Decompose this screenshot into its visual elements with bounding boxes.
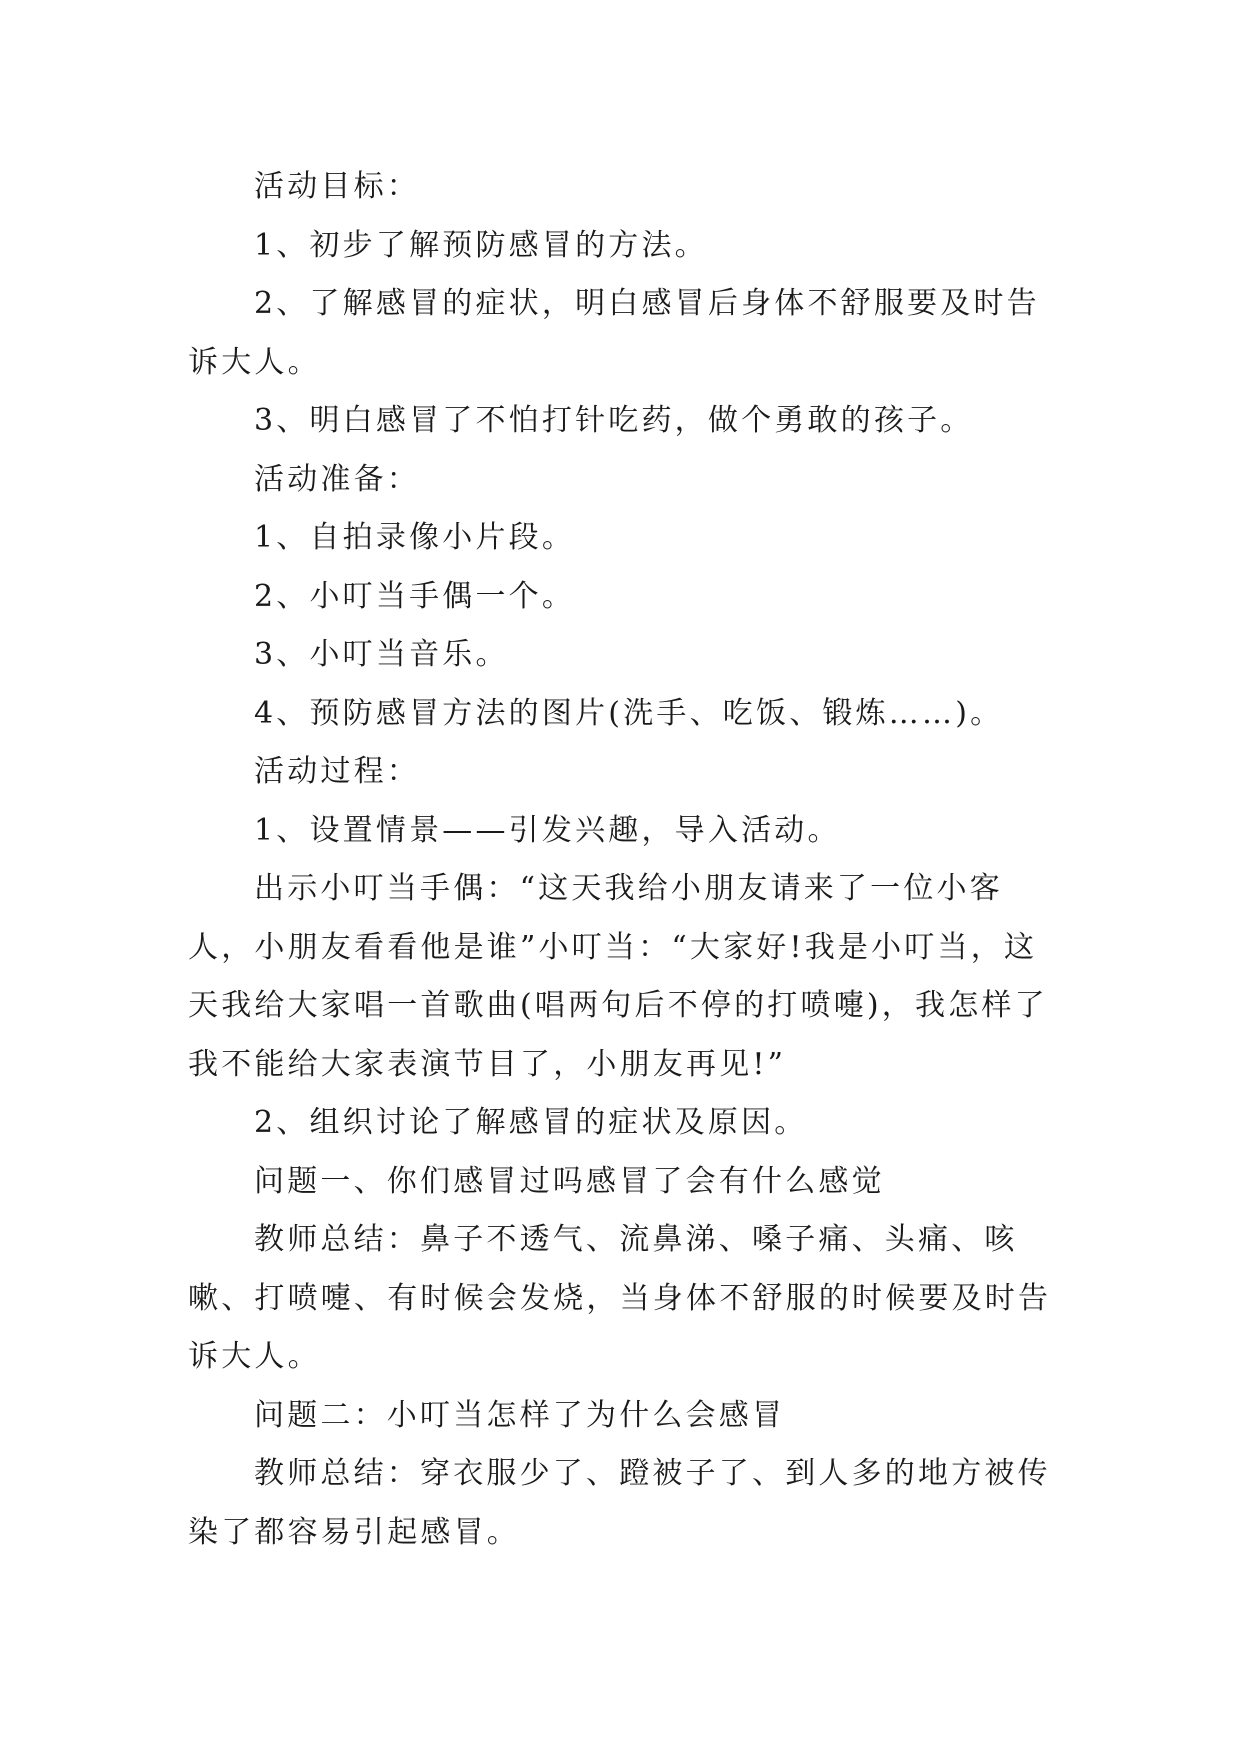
question-two: 问题二：小叮当怎样了为什么会感冒 [254,1397,786,1433]
preparation-item-3: 3、小叮当音乐。 [254,637,509,672]
goal-item-1: 1、初步了解预防感冒的方法。 [254,227,708,263]
process-step-1: 1、设置情景——引发兴趣，导入活动。 [254,812,841,848]
goal-item-3: 3、明白感冒了不怕打针吃药，做个勇敢的孩子。 [254,403,974,438]
process-step-2: 2、组织讨论了解感冒的症状及原因。 [254,1105,808,1140]
preparation-item-2: 2、小叮当手偶一个。 [254,578,576,614]
document-body [188,158,1058,1562]
goal-item-2: 2、了解感冒的症状，明白感冒后身体不舒服要及时告诉大人。 [188,286,1040,380]
preparation-item-4: 4、预防感冒方法的图片(洗手、吃饭、锻炼……)。 [254,695,1004,731]
process-puppet-dialogue: 出示小叮当手偶：“这天我给小朋友请来了一位小客人，小朋友看看他是谁”小叮当：“大家好!我是小叮当，这天我给大家唱一首歌曲(唱两句后不停的打喷嚏)，我怎样了我不能给大家表演节目了，小朋友再见!” [188,871,1048,1082]
question-one: 问题一、你们感冒过吗感冒了会有什么感觉 [254,1163,885,1199]
heading-activity-preparation: 活动准备： [254,461,420,497]
heading-activity-process: 活动过程： [254,754,420,789]
preparation-item-1: 1、自拍录像小片段。 [254,520,576,555]
heading-activity-goals: 活动目标： [254,169,420,204]
teacher-summary-causes: 教师总结：穿衣服少了、蹬被子了、到人多的地方被传染了都容易引起感冒。 [188,1456,1051,1550]
teacher-summary-symptoms: 教师总结：鼻子不透气、流鼻涕、嗓子痛、头痛、咳嗽、打喷嚏、有时候会发烧，当身体不舒服的时候要及时告诉大人。 [188,1222,1052,1374]
